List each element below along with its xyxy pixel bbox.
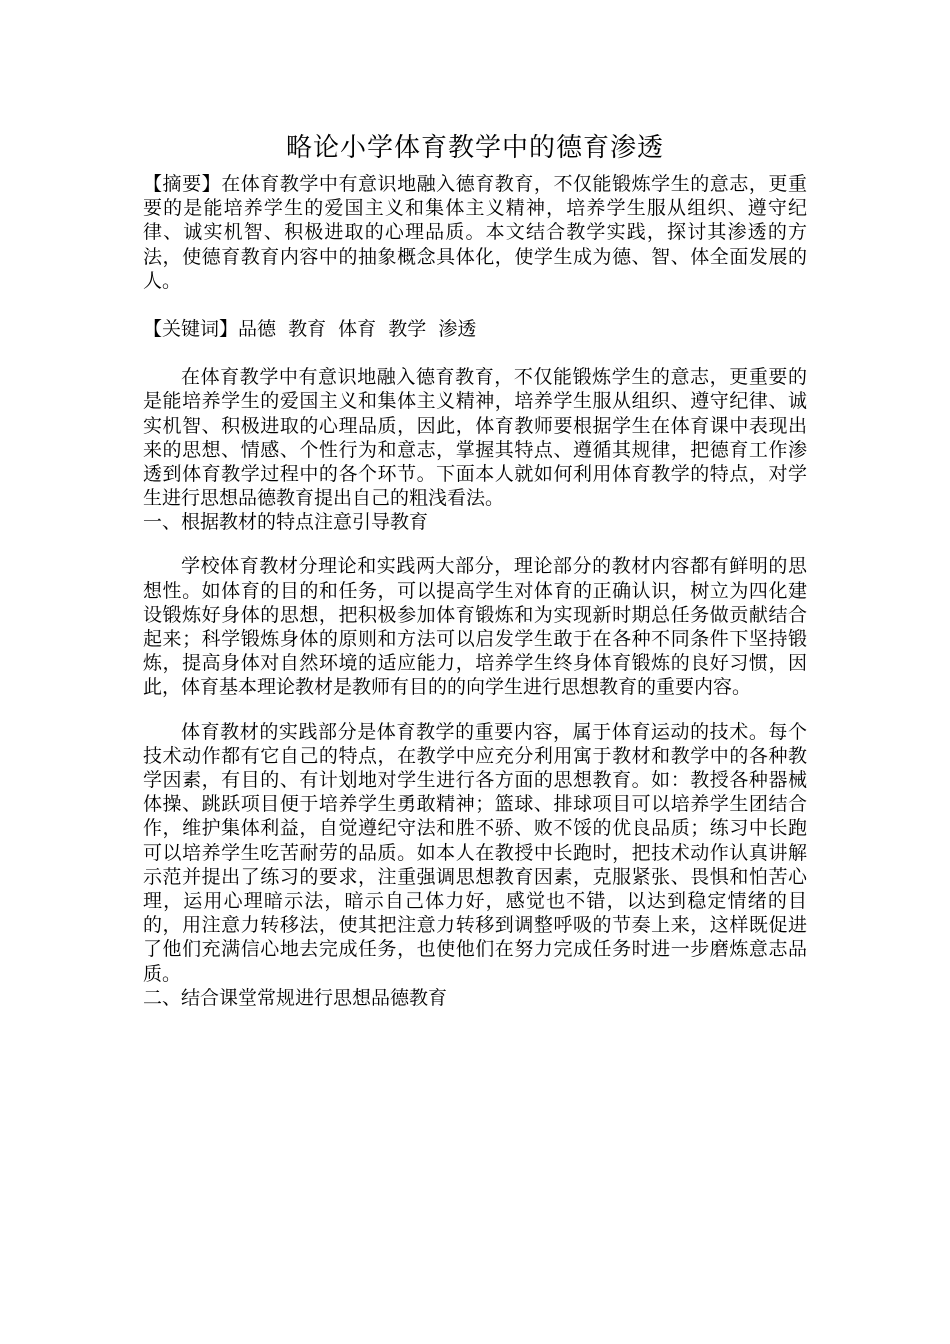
keywords-text: 品德 教育 体育 教学 渗透	[238, 318, 477, 341]
intro-paragraph: 在体育教学中有意识地融入德育教育，不仅能锻炼学生的意志，更重要的是能培养学生的爱国主义和集体主义精神，培养学生服从组织、遵守纪律、诚实机智、积极进取的心理品质，因此，体育教师要根据学生在体育课中表现出来的思想、情感、个性行为和意志，掌握其特点、遵循其规律，把德育工作渗透到体育教学过程中的各个环节。下面本人就如何利用体育教学的特点，对学生进行思想品德教育提出自己的粗浅看法。	[143, 366, 807, 510]
abstract	[143, 172, 807, 293]
abstract-text: 在体育教学中有意识地融入德育教育，不仅能锻炼学生的意志，更重要的是能培养学生的爱国主义和集体主义精神，培养学生服从组织、遵守纪律、诚实机智、积极进取的心理品质。本文结合教学实践，探讨其渗透的方法，使德育教育内容中的抽象概念具体化，使学生成为德、智、体全面发展的人。	[143, 173, 807, 292]
abstract-label: 【摘要】	[143, 173, 222, 195]
section-1-paragraph-1: 学校体育教材分理论和实践两大部分，理论部分的教材内容都有鲜明的思想性。如体育的目的和任务，可以提高学生对体育的正确认识，树立为四化建设锻炼好身体的思想，把积极参加体育锻炼和为实现新时期总任务做贡献结合起来；科学锻炼身体的原则和方法可以启发学生敢于在各种不同条件下坚持锻炼，提高身体对自然环境的适应能力，培养学生终身体育锻炼的良好习惯，因此，体育基本理论教材是教师有目的的向学生进行思想教育的重要内容。	[143, 555, 807, 699]
section-1-paragraph-2: 体育教材的实践部分是体育教学的重要内容，属于体育运动的技术。每个技术动作都有它自己的特点，在教学中应充分利用寓于教材和教学中的各种教学因素，有目的、有计划地对学生进行各方面的思想教育。如：教授各种器械体操、跳跃项目便于培养学生勇敢精神；篮球、排球项目可以培养学生团结合作，维护集体利益，自觉遵纪守法和胜不骄、败不馁的优良品质；练习中长跑可以培养学生吃苦耐劳的品质。如本人在教授中长跑时，把技术动作认真讲解示范并提出了练习的要求，注重强调思想教育因素，克服紧张、畏惧和怕苦心理，运用心理暗示法，暗示自己体力好，感觉也不错，以达到稳定情绪的目的，用注意力转移法，使其把注意力转移到调整呼吸的节奏上来，这样既促进了他们充满信心地去完成任务，也使他们在努力完成任务时进一步磨炼意志品质。	[143, 720, 807, 985]
keywords-label: 【关键词】	[143, 318, 239, 341]
document-page	[143, 128, 807, 1010]
section-2-heading: 二、结合课堂常规进行思想品德教育	[143, 986, 448, 1009]
keywords	[143, 317, 807, 341]
document-title: 略论小学体育教学中的德育渗透	[285, 133, 664, 163]
section-1-heading: 一、根据教材的特点注意引导教育	[143, 511, 429, 534]
